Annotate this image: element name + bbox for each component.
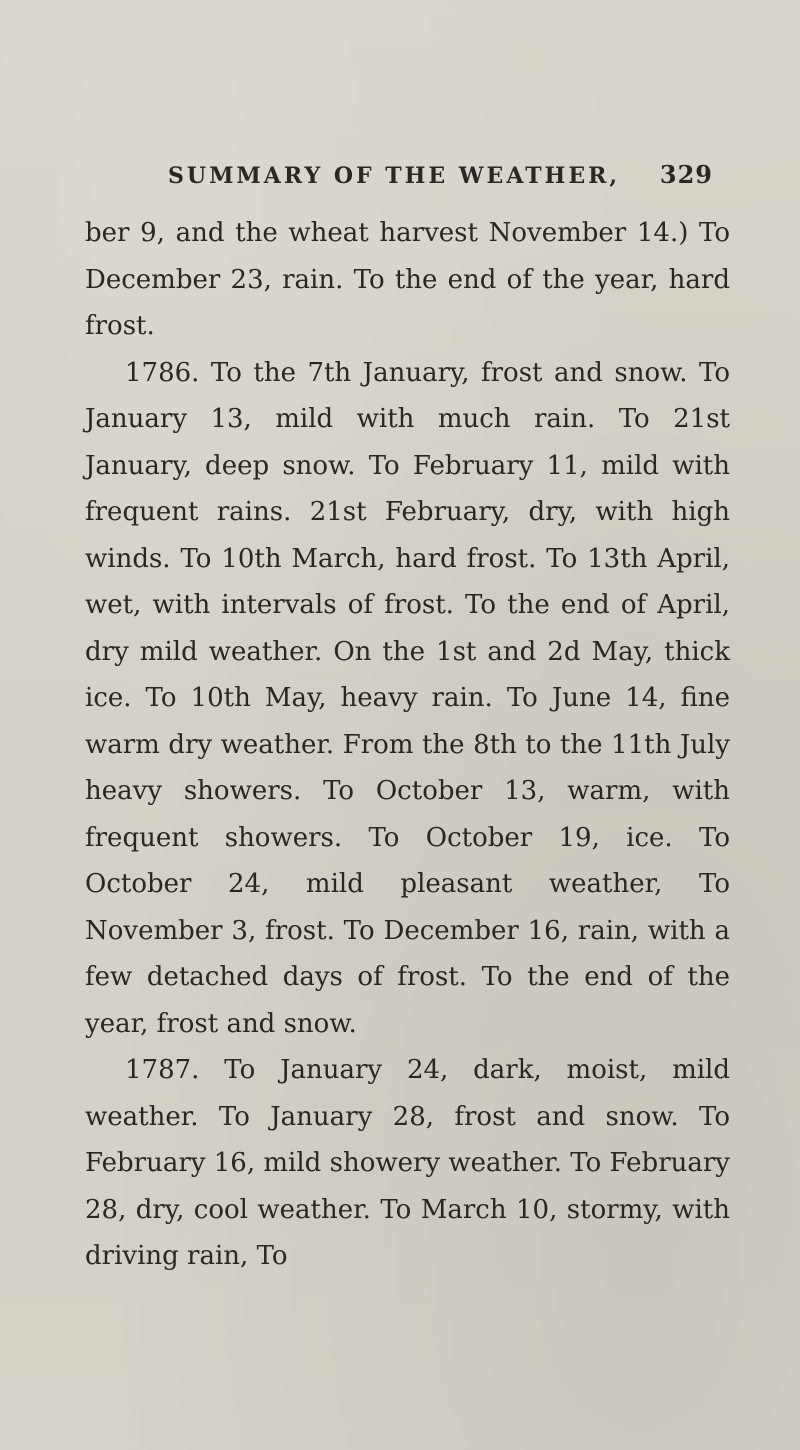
paragraph-1786: 1786. To the 7th January, frost and snow. To January 13, mild with much rain. To 21st January, deep snow. To February 11, mild with frequent rains. 21st February, dry, with high winds. To 10th March, hard frost. To 13th April, wet, with intervals of frost. To the end of April, dry mild weather. On the 1st and 2d May, thick ice. To 10th May, heavy rain. To June 14, fine warm dry weather. From the 8th to the 11th July heavy showers. To October 13, warm, with frequent showers. To October 19, ice. To October 24, mild pleasant weather, To November 3, frost. To December 16, rain, with a few detached days of frost. To the end of the year, frost and snow. [85,357,730,1039]
page-number: 329 [659,160,713,189]
running-head [168,160,713,204]
paragraph-1787: 1787. To January 24, dark, moist, mild weather. To January 28, frost and snow. To February 16, mild showery weather. To February 28, dry, cool weather. To March 10, stormy, with driving rain, To [85,1055,730,1271]
body-text [85,210,730,1280]
paragraph-continuation: ber 9, and the wheat harvest November 14.) To December 23, rain. To the end of the year, hard frost. [85,218,730,341]
running-head-title: SUMMARY OF THE WEATHER, [168,163,621,189]
